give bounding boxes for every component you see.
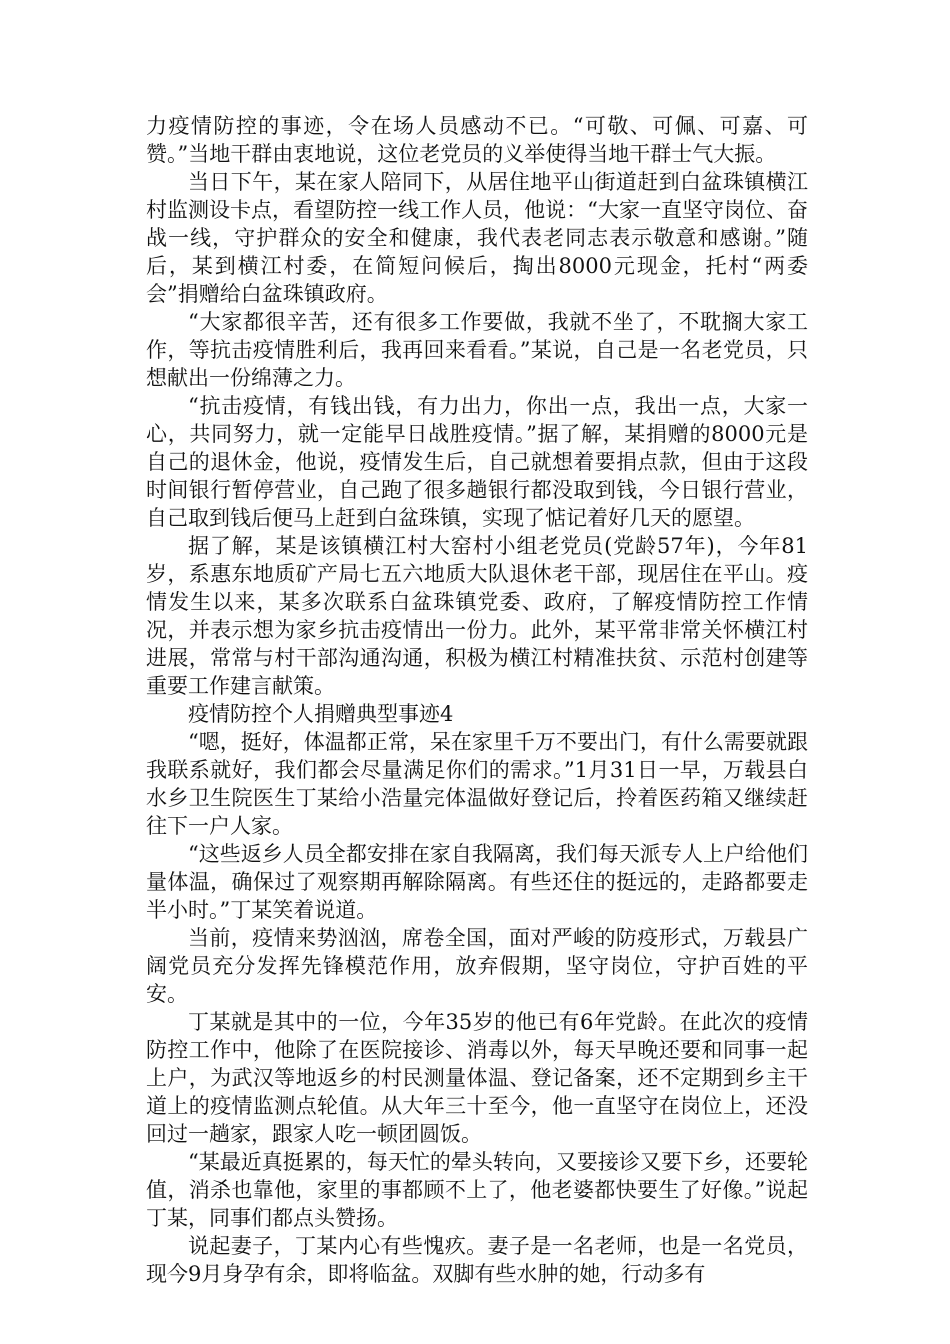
- document-page: [146, 112, 808, 1288]
- paragraph: “这些返乡人员全都安排在家自我隔离，我们每天派专人上户给他们量体温，确保过了观察期再解除隔离。有些还住的挺远的，走路都要走半小时。”丁某笑着说道。: [146, 842, 808, 922]
- paragraph: 据了解，某是该镇横江村大窑村小组老党员(党龄57年)，今年81岁，系惠东地质矿产局七五六地质大队退休老干部，现居住在平山。疫情发生以来，某多次联系白盆珠镇党委、政府，了解疫情防控工作情况，并表示想为家乡抗击疫情出一份力。此外，某平常非常关怀横江村进展，常常与村干部沟通沟通，积极为横江村精准扶贫、示范村创建等重要工作建言献策。: [146, 534, 808, 698]
- paragraph: “嗯，挺好，体温都正常，呆在家里千万不要出门，有什么需要就跟我联系就好，我们都会尽量满足你们的需求。”1月31日一早，万载县白水乡卫生院医生丁某给小浩量完体温做好登记后，拎着医药箱又继续赶往下一户人家。: [146, 730, 808, 838]
- paragraph: “大家都很辛苦，还有很多工作要做，我就不坐了，不耽搁大家工作，等抗击疫情胜利后，我再回来看看。”某说，自己是一名老党员，只想献出一份绵薄之力。: [146, 310, 808, 390]
- paragraph-continued: 力疫情防控的事迹，令在场人员感动不已。“可敬、可佩、可嘉、可赞。”当地干群由衷地说，这位老党员的义举使得当地干群士气大振。: [146, 114, 808, 166]
- paragraph: “抗击疫情，有钱出钱，有力出力，你出一点，我出一点，大家一心，共同努力，就一定能早日战胜疫情。”据了解，某捐赠的8000元是自己的退休金，他说，疫情发生后，自己就想着要捐点款，但由于这段时间银行暂停营业，自己跑了很多趟银行都没取到钱，今日银行营业，自己取到钱后便马上赶到白盆珠镇，实现了惦记着好几天的愿望。: [146, 394, 808, 530]
- paragraph: 当前，疫情来势汹汹，席卷全国，面对严峻的防疫形式，万载县广阔党员充分发挥先锋模范作用，放弃假期，坚守岗位，守护百姓的平安。: [146, 926, 808, 1006]
- paragraph: 说起妻子，丁某内心有些愧疚。妻子是一名老师，也是一名党员，现今9月身孕有余，即将临盆。双脚有些水肿的她，行动多有: [146, 1234, 808, 1286]
- paragraph: 丁某就是其中的一位，今年35岁的他已有6年党龄。在此次的疫情防控工作中，他除了在医院接诊、消毒以外，每天早晚还要和同事一起上户，为武汉等地返乡的村民测量体温、登记备案，还不定期到乡主干道上的疫情监测点轮值。从大年三十至今，他一直坚守在岗位上，还没回过一趟家，跟家人吃一顿团圆饭。: [146, 1010, 808, 1146]
- section-heading: 疫情防控个人捐赠典型事迹4: [188, 702, 454, 726]
- paragraph: “某最近真挺累的，每天忙的晕头转向，又要接诊又要下乡，还要轮值，消杀也靠他，家里的事都顾不上了，他老婆都快要生了好像。”说起丁某，同事们都点头赞扬。: [146, 1150, 808, 1230]
- paragraph: 当日下午，某在家人陪同下，从居住地平山街道赶到白盆珠镇横江村监测设卡点，看望防控一线工作人员，他说：“大家一直坚守岗位、奋战一线，守护群众的安全和健康，我代表老同志表示敬意和感谢。”随后，某到横江村委，在简短问候后，掏出8000元现金，托村“两委会”捐赠给白盆珠镇政府。: [146, 170, 808, 306]
